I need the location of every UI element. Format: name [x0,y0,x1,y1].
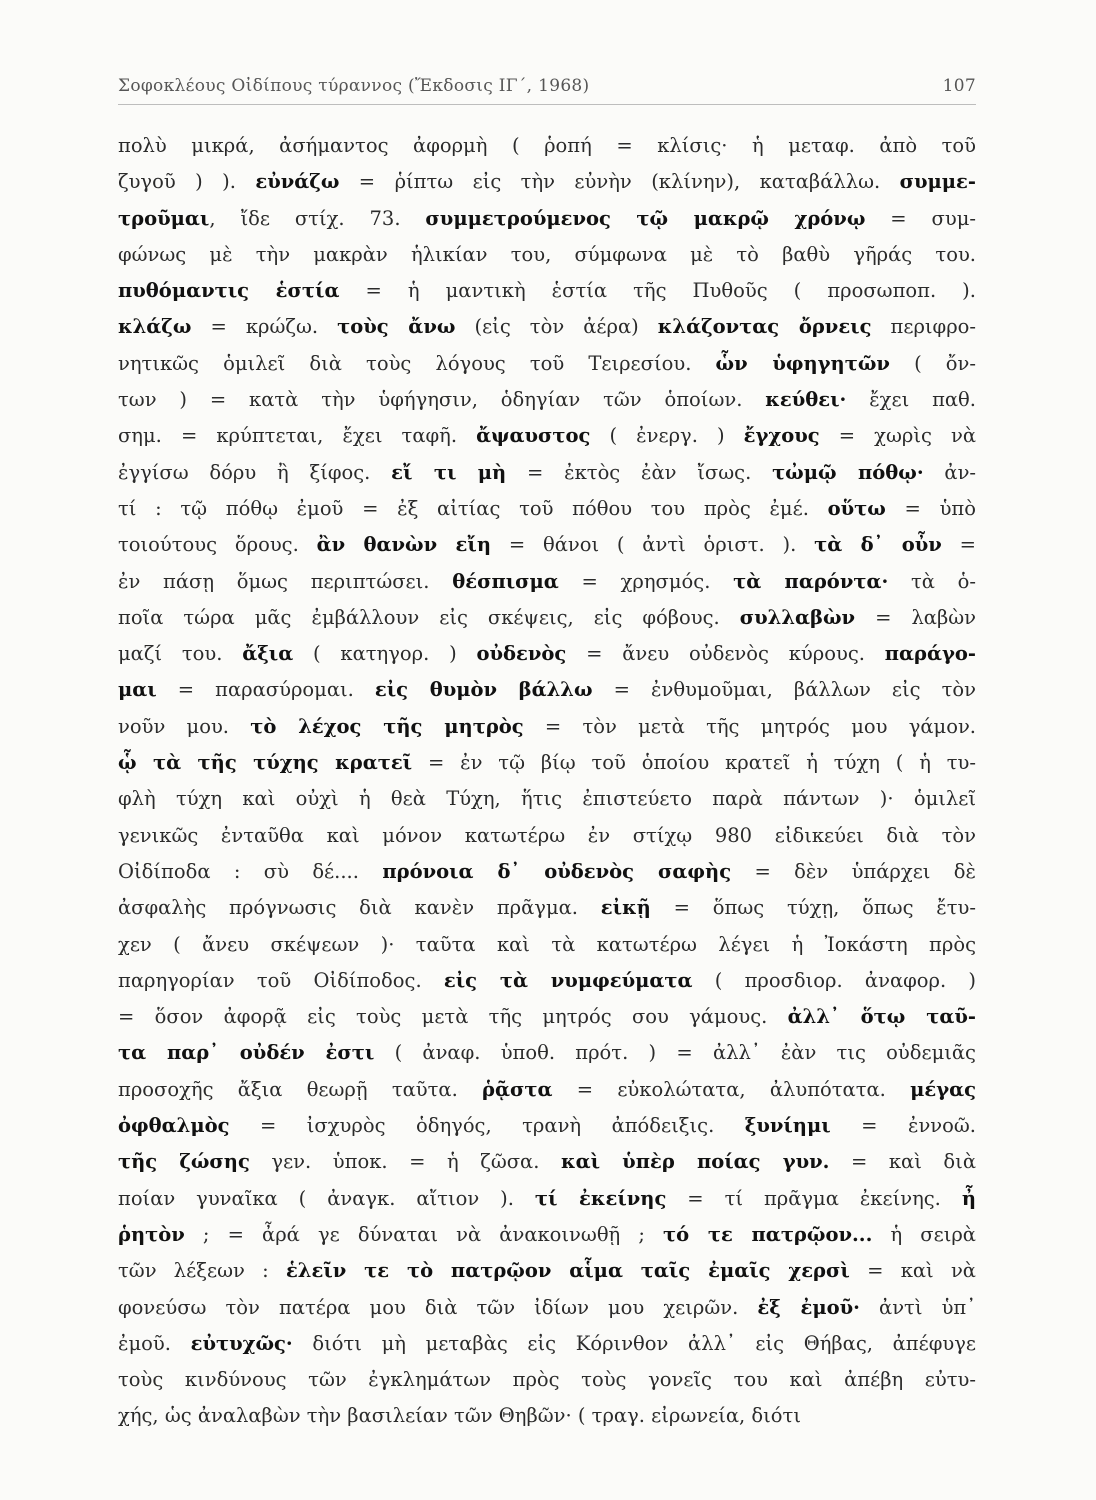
gloss-text: = τί πρᾶγμα ἐκείνης. [666,1186,962,1210]
text-line [118,963,976,999]
gloss-text: ζυγοῦ ) ). [118,170,256,194]
gloss-text: ἀσφαλὴς πρόγνωσις διὰ κανὲν πρᾶγμα. [118,896,601,920]
text-line [118,927,976,963]
gloss-text: = ἐκτὸς ἐὰν ἴσως. [506,460,773,484]
text-line [118,164,976,200]
gloss-text: = ἄνευ οὐδενὸς κύρους. [566,642,885,666]
gloss-text: ἡ σειρὰ [872,1222,976,1246]
lemma: ᾧ τὰ τῆς τύχης κρατεῖ [118,751,413,775]
text-line [118,1326,976,1362]
lemma: ἄψαυστος [476,424,591,448]
lemma: ἂν θανὼν εἴη [316,533,492,557]
text-line [118,237,976,273]
lemma: τοὺς ἄνω [337,315,456,339]
lemma: τό τε πατρῷον... [663,1222,873,1246]
gloss-text: φλὴ τύχη καὶ οὐχὶ ἡ θεὰ Τύχη, ἥτις ἐπιστεύετο παρὰ πάντων )· ὁμιλεῖ [118,787,976,811]
gloss-text: γενικῶς ἐνταῦθα καὶ μόνον κατωτέρω ἐν στίχῳ 980 εἰδικεύει διὰ τὸν [118,823,976,847]
gloss-text: χεν ( ἄνευ σκέψεων )· ταῦτα καὶ τὰ κατωτέρω λέγει ἡ Ἰοκάστη πρὸς [118,932,976,956]
gloss-text: = ἐν τῷ βίῳ τοῦ ὁποίου κρατεῖ ἡ τύχη ( ἡ τυ- [412,751,976,775]
gloss-text: τοὺς κινδύνους τῶν ἐγκλημάτων πρὸς τοὺς γονεῖς του καὶ ἀπέβη εὐτυ- [118,1368,976,1392]
text-line [118,273,976,309]
gloss-text: νοῦν μου. [118,714,251,738]
lemma: κλάζω [118,315,192,339]
lemma: εὐτυχῶς· [190,1331,293,1355]
text-line [118,309,976,345]
text-line [118,1362,976,1398]
lemma: τί ἐκείνης [534,1186,667,1210]
gloss-text: = ὅπως τύχῃ, ὅπως ἔτυ- [650,896,976,920]
gloss-text: ; = ἆρά γε δύναται νὰ ἀνακοινωθῇ ; [184,1222,664,1246]
gloss-text: = ἐνθυμοῦμαι, βάλλων εἰς τὸν [592,678,976,702]
text-line [118,999,976,1035]
lemma: ἐξ ἐμοῦ· [757,1295,860,1319]
gloss-text: φονεύσω τὸν πατέρα μου διὰ τῶν ἰδίων μου χειρῶν. [118,1295,758,1319]
text-line [118,1217,976,1253]
gloss-text: ( ἀναφ. ὑποθ. πρότ. ) = ἀλλ᾽ ἐὰν τις οὐδεμιᾶς [374,1041,976,1065]
lemma: μαι [118,678,157,702]
lemma: εὐνάζω [255,170,340,194]
lemma: τὰ δ᾽ οὖν [814,533,942,557]
lemma: ἄξια [242,642,294,666]
lemma: εἰς θυμὸν βάλλω [374,678,593,702]
text-line [118,854,976,890]
gloss-text: = ῥίπτω εἰς τὴν εὐνὴν (κλίνην), καταβάλλω. [339,170,900,194]
lemma: ὀφθαλμὸς [118,1114,230,1138]
gloss-text: τοιούτους ὅρους. [118,533,317,557]
lemma: τὸ λέχος τῆς μητρὸς [250,714,524,738]
gloss-text: ( ὄν- [889,351,976,375]
lemma: ῥᾷστα [482,1077,553,1101]
text-line [118,455,976,491]
gloss-text: φώνως μὲ τὴν μακρὰν ἡλικίαν του, σύμφωνα μὲ τὸ βαθὺ γῆράς του. [118,242,976,266]
gloss-text: (εἰς τὸν ἀέρα) [455,315,658,339]
gloss-text: ἐμοῦ. [118,1331,191,1355]
lemma: μέγας [910,1077,976,1101]
gloss-text: ( προσδιορ. ἀναφορ. ) [692,968,976,992]
lemma: παράγο- [884,642,976,666]
gloss-text: τὰ ὁ- [888,569,976,593]
gloss-text: Οἰδίποδα : σὺ δέ.... [118,859,383,883]
gloss-text: = [941,533,976,557]
lemma: ἔγχους [743,424,820,448]
gloss-text: προσοχῆς ἄξια θεωρῇ ταῦτα. [118,1077,483,1101]
commentary-text [118,128,976,1435]
text-line [118,418,976,454]
text-line [118,600,976,636]
gloss-text: = εὐκολώτατα, ἀλυπότατα. [552,1077,911,1101]
lemma: πρόνοια δ᾽ οὐδενὸς σαφὴς [382,859,732,883]
gloss-text: πολὺ μικρά, ἀσήμαντος ἀφορμὴ ( ῥοπή = κλίσις· ἡ μεταφ. ἀπὸ τοῦ [118,134,976,157]
gloss-text: , ἴδε στίχ. 73. [209,206,426,230]
gloss-text: γεν. ὑποκ. = ἡ ζῶσα. [249,1150,561,1174]
lemma: ῥητὸν [118,1222,185,1246]
gloss-text: σημ. = κρύπτεται, ἔχει ταφῆ. [118,424,477,448]
lemma: πυθόμαντις ἑστία [118,279,340,303]
gloss-text: = θάνοι ( ἀντὶ ὁριστ. ). [491,533,815,557]
gloss-text: νητικῶς ὁμιλεῖ διὰ τοὺς λόγους τοῦ Τειρεσίου. [118,351,716,375]
text-line [118,890,976,926]
lemma: κεύθει· [765,388,847,412]
text-line [118,564,976,600]
lemma: εἰκῇ [600,896,651,920]
running-header [118,76,976,105]
gloss-text: = λαβὼν [855,605,976,629]
gloss-text: μαζί του. [118,642,243,666]
lemma: τὠμῷ πόθῳ· [772,460,924,484]
text-line [118,1072,976,1108]
lemma: εἴ τι μὴ [391,460,507,484]
gloss-text: = ἐννοῶ. [830,1114,976,1138]
lemma: συμμε- [899,170,976,194]
text-line [118,745,976,781]
gloss-text: = χρησμός. [558,569,734,593]
text-line [118,1290,976,1326]
text-line [118,1398,976,1434]
lemma: θέσπισμα [452,569,559,593]
lemma: εἰς τὰ νυμφεύματα [443,968,693,992]
gloss-text: = δὲν ὑπάρχει δὲ [731,859,977,883]
lemma: κλάζοντας ὄρνεις [657,315,872,339]
gloss-text: διότι μὴ μεταβὰς εἰς Κόρινθον ἀλλ᾽ εἰς Θήβας, ἀπέφυγε [292,1331,976,1355]
gloss-text: = καὶ νὰ [849,1259,976,1283]
lemma: τὰ παρόντα· [733,569,889,593]
text-line [118,672,976,708]
lemma: συμμετρούμενος τῷ μακρῷ χρόνῳ [425,206,866,230]
text-line [118,781,976,817]
gloss-text: = ἡ μαντικὴ ἑστία τῆς Πυθοῦς ( προσωποπ. ). [339,279,976,303]
gloss-text: των ) = κατὰ τὴν ὑφήγησιν, ὁδηγίαν τῶν ὁποίων. [118,388,766,412]
text-line [118,1108,976,1144]
gloss-text: ἀντὶ ὑπ᾽ [859,1295,976,1319]
gloss-text: περιφρο- [871,315,977,339]
running-title: Σοφοκλέους Οἰδίπους τύραννος (Ἔκδοσις ΙΓ΄, 1968) [118,76,590,96]
lemma: τα παρ᾽ οὐδέν ἐστι [118,1041,375,1065]
page-number: 107 [942,76,976,96]
gloss-text: ἀν- [923,460,977,484]
lemma: τῆς ζώσης [118,1150,250,1174]
lemma: ἀλλ᾽ ὅτῳ ταῦ- [787,1005,976,1029]
gloss-text: ἐν πάσῃ ὅμως περιπτώσει. [118,569,453,593]
gloss-text: ποίαν γυναῖκα ( ἀναγκ. αἴτιον ). [118,1186,535,1210]
gloss-text: = χωρὶς νὰ [819,424,976,448]
gloss-text: ποῖα τώρα μᾶς ἐμβάλλουν εἰς σκέψεις, εἰς φόβους. [118,605,740,629]
text-line [118,1181,976,1217]
text-line [118,1035,976,1071]
lemma: ἑλεῖν τε τὸ πατρῷον αἷμα ταῖς ἐμαῖς χερσὶ [285,1259,850,1283]
lemma: ξυνίημι [744,1114,831,1138]
gloss-text: ἔχει παθ. [846,388,976,412]
text-line [118,1144,976,1180]
lemma: τροῦμαι [118,206,210,230]
gloss-text: τῶν λέξεων : [118,1259,286,1283]
gloss-text: = συμ- [865,206,976,230]
gloss-text: = κρώζω. [191,315,338,339]
gloss-text: = ἰσχυρὸς ὁδηγός, τρανὴ ἀπόδειξις. [229,1114,745,1138]
text-line [118,128,976,164]
lemma: οὐδενὸς [476,642,567,666]
text-line [118,636,976,672]
text-line [118,818,976,854]
gloss-text: παρηγορίαν τοῦ Οἰδίποδος. [118,968,444,992]
gloss-text: τί : τῷ πόθῳ ἐμοῦ = ἐξ αἰτίας τοῦ πόθου του πρὸς ἐμέ. [118,496,828,520]
text-line [118,709,976,745]
gloss-text: = τὸν μετὰ τῆς μητρός μου γάμον. [523,714,977,738]
lemma: καὶ ὑπὲρ ποίας γυν. [560,1150,830,1174]
gloss-text: ἐγγίσω δόρυ ἢ ξίφος. [118,460,392,484]
text-line [118,491,976,527]
lemma: ὧν ὑφηγητῶν [715,351,890,375]
text-line [118,201,976,237]
text-line [118,382,976,418]
gloss-text: = καὶ διὰ [829,1150,976,1174]
text-line [118,346,976,382]
gloss-text: = παρασύρομαι. [156,678,375,702]
text-line [118,1253,976,1289]
gloss-text: ( κατηγορ. ) [293,642,477,666]
text-line [118,527,976,563]
lemma: ἦ [961,1186,977,1210]
gloss-text: χής, ὡς ἀναλαβὼν τὴν βασιλείαν τῶν Θηβῶν· ( τραγ. εἰρωνεία, διότι [118,1404,801,1428]
lemma: οὕτω [827,496,886,520]
gloss-text: = ὅσον ἀφορᾷ εἰς τοὺς μετὰ τῆς μητρός σου γάμους. [118,1005,788,1029]
gloss-text: ( ἐνεργ. ) [590,424,744,448]
gloss-text: = ὑπὸ [885,496,976,520]
lemma: συλλαβὼν [739,605,856,629]
